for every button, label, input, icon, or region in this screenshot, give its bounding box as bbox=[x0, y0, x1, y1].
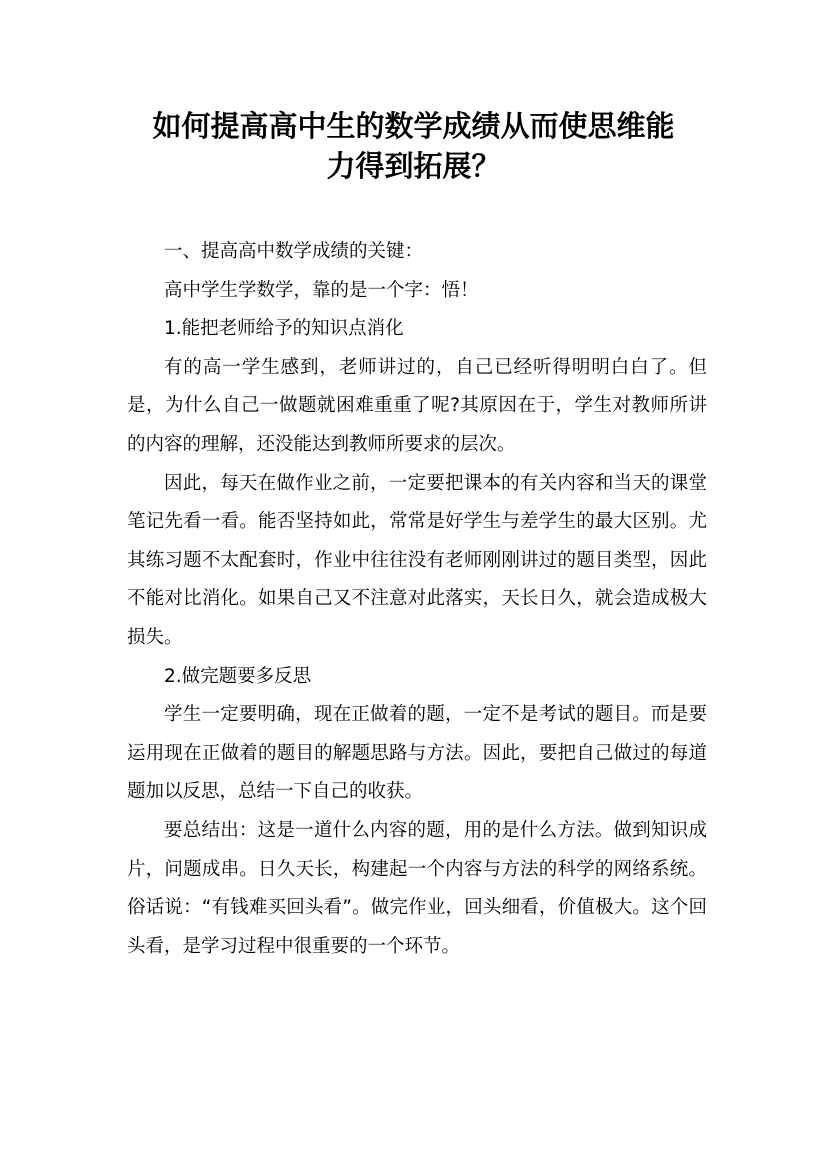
paragraph: 要总结出：这是一道什么内容的题，用的是什么方法。做到知识成片，问题成串。日久天长，构建起一个内容与方法的科学的网络系统。俗话说：“有钱难买回头看”。做完作业，回头细看，价值极大。这个回头看，是学习过程中很重要的一个环节。 bbox=[127, 819, 707, 957]
paragraph: 因此，每天在做作业之前，一定要把课本的有关内容和当天的课堂笔记先看一看。能否坚持如此，常常是好学生与差学生的最大区别。尤其练习题不太配套时，作业中往往没有老师刚刚讲过的题目类型，因此不能对比消化。如果自己又不注意对此落实，天长日久，就会造成极大损失。 bbox=[127, 472, 707, 648]
document-title-line-2: 力得到拓展？ bbox=[326, 149, 501, 183]
paragraph: 学生一定要明确，现在正做着的题，一定不是考试的题目。而是要运用现在正做着的题目的解题思路与方法。因此，要把自己做过的每道题加以反思，总结一下自己的收获。 bbox=[127, 704, 707, 803]
subheading-1: 1.能把老师给予的知识点消化 bbox=[164, 318, 404, 340]
document-body bbox=[127, 233, 707, 966]
section-heading-1: 一、提高高中数学成绩的关键： bbox=[164, 241, 424, 262]
subheading-2: 2.做完题要多反思 bbox=[164, 665, 312, 687]
document-title-line-1: 如何提高高中生的数学成绩从而使思维能 bbox=[152, 109, 675, 143]
paragraph: 有的高一学生感到，老师讲过的，自己已经听得明明白白了。但是，为什么自己一做题就困难重重了呢?其原因在于，学生对教师所讲的内容的理解，还没能达到教师所要求的层次。 bbox=[127, 356, 707, 455]
intro-paragraph: 高中学生学数学，靠的是一个字：悟！ bbox=[164, 279, 479, 301]
